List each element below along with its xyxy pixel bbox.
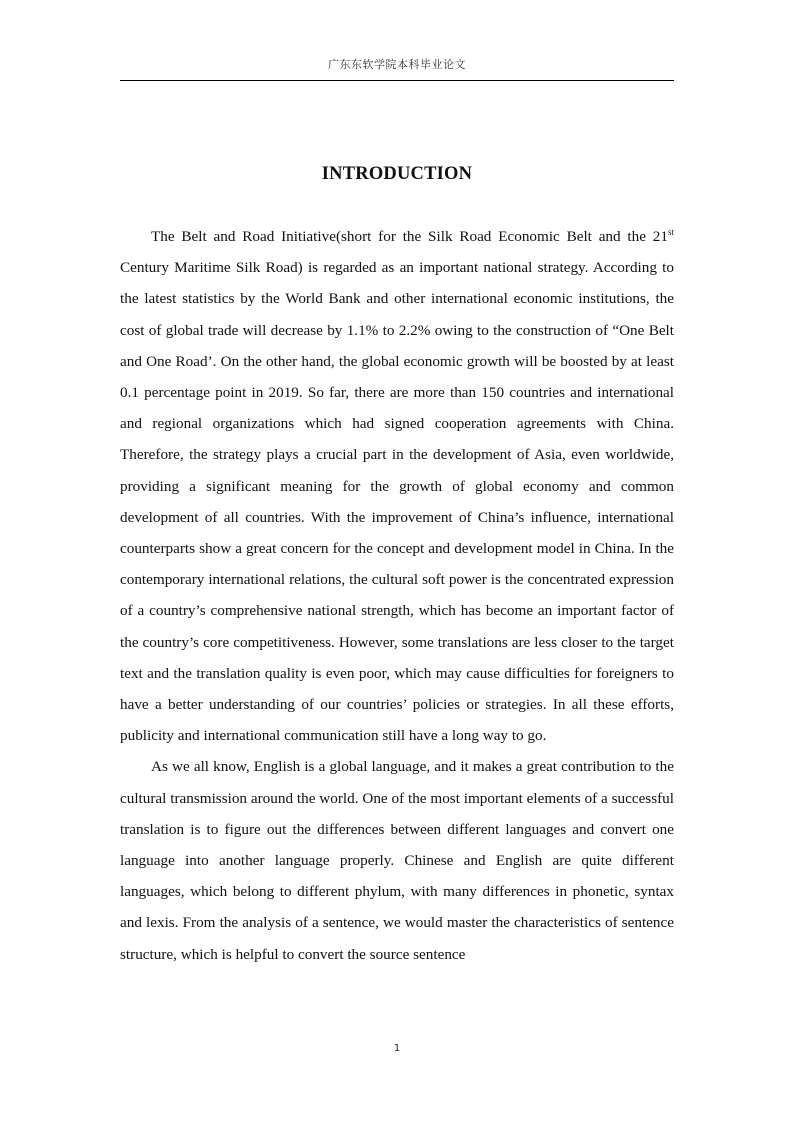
paragraph-1 bbox=[120, 221, 674, 751]
page-number: 1 bbox=[393, 1043, 401, 1054]
paragraph-1-start: The Belt and Road Initiative(short for the Silk Road Economic Belt and the 21 bbox=[151, 228, 668, 245]
running-header: 广东东软学院本科毕业论文 bbox=[328, 58, 466, 71]
header-rule bbox=[120, 80, 674, 81]
paragraph-1-rest: Century Maritime Silk Road) is regarded as an important national strategy. According to the latest statistics by the World Bank and other international economic institutions, the cost of global trade will decrease by 1.1% to 2.2% owing to the construction of “One Belt and One Road’. On the other hand, the global economic growth will be boosted by at least 0.1 percentage point in 2019. So far, there are more than 150 countries and international and regional organizations which had signed cooperation agreements with China. Therefore, the strategy plays a crucial part in the development of Asia, even worldwide, providing a significant meaning for the growth of global economy and common development of all countries. With the improvement of China’s influence, international counterparts show a great concern for the concept and development model in China. In the contemporary international relations, the cultural soft power is the concentrated expression of a country’s comprehensive national strength, which has become an important factor of the country’s core competitiveness. However, some translations are less closer to the target text and the translation quality is even poor, which may cause difficulties for foreigners to have a better understanding of our countries’ policies or strategies. In all these efforts, publicity and international communication still have a long way to go. bbox=[120, 259, 674, 745]
section-title: INTRODUCTION bbox=[321, 164, 473, 184]
paragraph-2: As we all know, English is a global language, and it makes a great contribution to the cultural transmission around the world. One of the most important elements of a successful translation is to figure out the differences between different languages and convert one language into another language properly. Chinese and English are quite different languages, which belong to different phylum, with many differences in phonetic, syntax and lexis. From the analysis of a sentence, we would master the characteristics of sentence structure, which is helpful to convert the source sentence bbox=[120, 758, 674, 963]
ordinal-superscript: st bbox=[667, 227, 674, 237]
body-text bbox=[120, 221, 674, 970]
